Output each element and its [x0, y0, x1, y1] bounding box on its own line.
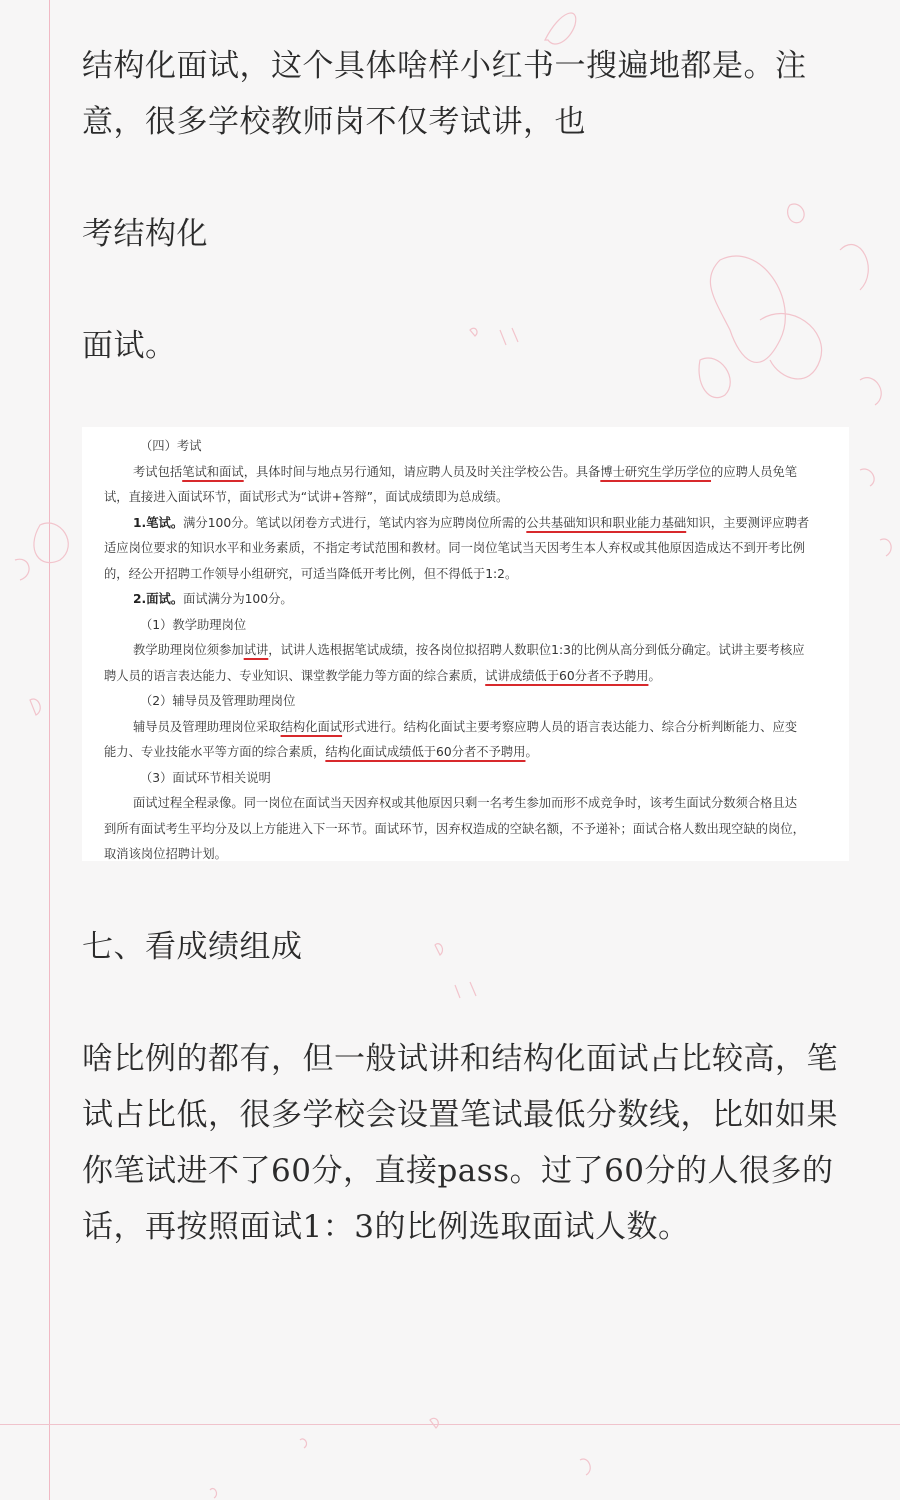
underline-lecture-score-60: 试讲成绩低于60分者不予聘用: [485, 669, 649, 683]
closing-line-2: 试占比低，很多学校会设置笔试最低分数线，比如如果: [82, 1097, 838, 1133]
doc-line-15: 到所有面试考生平均分及以上方能进入下一环节。面试环节，因弃权造成的空缺名额，不予递补；面试合格人数出现空缺的岗位，: [104, 822, 805, 836]
doc-line-4: 适应岗位要求的知识水平和业务素质，不指定考试范围和教材。同一岗位笔试当天因考生本人弃权或其他原因造成达不到开考比例: [104, 541, 805, 555]
notebook-margin-line: [49, 0, 50, 1500]
closing-line-4: 话，再按照面试1：3的比例选取面试人数。: [82, 1209, 690, 1245]
underline-structured-interview: 结构化面试: [280, 720, 343, 734]
doc-line-9: 聘人员的语言表达能力、专业知识、课堂教学能力等方面的综合素质，试讲成绩低于60分者不予聘用。: [104, 669, 661, 683]
doc-line-13: （3）面试环节相关说明: [140, 771, 271, 785]
intro-line-2: 意，很多学校教师岗不仅考试讲，也: [82, 104, 586, 140]
underline-public-knowledge: 公共基础知识和职业能力基础: [526, 516, 687, 530]
intro-line-4: 面试。: [82, 328, 177, 364]
doc-line-8: 教学助理岗位须参加试讲，试讲人选根据笔试成绩，按各岗位拟招聘人数职位1:3的比例从高分到低分确定。试讲主要考核应: [133, 643, 805, 657]
doc-line-11: 辅导员及管理助理岗位采取结构化面试形式进行。结构化面试主要考察应聘人员的语言表达能力、综合分析判断能力、应变: [133, 720, 798, 734]
doc-line-14: 面试过程全程录像。同一岗位在面试当天因弃权或其他原因只剩一名考生参加而形不成竞争时，该考生面试分数须合格且达: [133, 796, 798, 810]
doc-line-1: 考试包括笔试和面试，具体时间与地点另行通知，请应聘人员及时关注学校公告。具备博士研究生学历学位的应聘人员免笔: [133, 465, 798, 479]
doc-line-5: 的，经公开招聘工作领导小组研究，可适当降低开考比例，但不得低于1:2。: [104, 567, 518, 581]
intro-line-1: 结构化面试，这个具体啥样小红书一搜遍地都是。注: [82, 48, 807, 84]
section-7-heading: 七、看成绩组成: [82, 929, 303, 965]
doc-line-10: （2）辅导员及管理助理岗位: [140, 694, 296, 708]
notebook-bottom-line: [0, 1424, 900, 1425]
intro-paragraph: [82, 38, 857, 150]
underline-trial-lecture: 试讲: [243, 643, 269, 657]
doc-line-2: 试，直接进入面试环节，面试形式为“试讲+答辩”，面试成绩即为总成绩。: [104, 490, 509, 504]
intro-line-3: 考结构化: [82, 216, 208, 252]
underline-structured-score-60: 结构化面试成绩低于60分者不予聘用: [325, 745, 526, 759]
doc-line-3: 1.笔试。满分100分。笔试以闭卷方式进行，笔试内容为应聘岗位所需的公共基础知识和职业能力基础知识，主要测评应聘者: [133, 516, 810, 530]
underline-written-and-interview: 笔试和面试: [182, 465, 244, 479]
closing-line-3: 你笔试进不了60分，直接pass。过了60分的人很多的: [82, 1153, 834, 1189]
exam-notice-screenshot: [82, 427, 849, 861]
doc-line-7: （1）教学助理岗位: [140, 618, 247, 632]
doc-heading: （四）考试: [140, 439, 202, 453]
underline-phd-degree: 博士研究生学历学位: [600, 465, 712, 479]
doc-line-6: 2.面试。面试满分为100分。: [133, 592, 293, 606]
doc-line-12: 能力、专业技能水平等方面的综合素质，结构化面试成绩低于60分者不予聘用。: [104, 745, 538, 759]
closing-paragraph: [82, 1031, 857, 1255]
doc-line-16: 取消该岗位招聘计划。: [104, 847, 227, 861]
closing-line-1: 啥比例的都有，但一般试讲和结构化面试占比较高，笔: [82, 1041, 838, 1077]
